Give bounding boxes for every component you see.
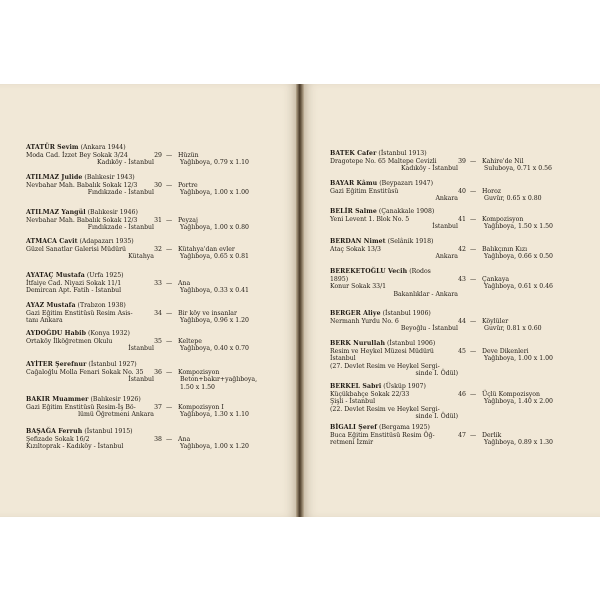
entry-heading — [330, 268, 458, 276]
dash-separator: — — [470, 157, 477, 165]
artist-address-line: Ankara — [435, 195, 458, 203]
artist-address-line: Ankara — [435, 253, 458, 261]
artwork-title: Peyzaj — [178, 216, 198, 224]
artist-address-line: Yeni Levent 1. Blok No. 5 — [330, 215, 410, 223]
artwork-medium: Yağlıboya, 0.66 x 0.50 — [484, 253, 553, 261]
artist-birth: (Rodos — [409, 268, 431, 275]
dash-separator: — — [470, 390, 477, 398]
artwork-title: Kahire'de Nil — [482, 157, 524, 165]
catalog-entry — [330, 180, 458, 203]
artist-address-line: Fındıkzade - İstanbul — [87, 224, 154, 232]
artist-address-line: İstanbul — [128, 376, 154, 384]
artwork-medium: Yağlıboya, 1.00 x 1.00 — [484, 355, 553, 363]
artist-birth: (İstanbul 1913) — [378, 150, 427, 157]
artist-address-line: Cağaloğlu Molla Fenari Sokak No. 35 — [26, 368, 144, 376]
entry-heading — [330, 150, 458, 158]
catalog-entry — [26, 302, 154, 325]
catalog-entry — [26, 174, 154, 197]
catalog-number: 30 — [154, 181, 162, 189]
artist-address-line: (27. Devlet Resim ve Heykel Sergi- — [330, 362, 440, 370]
catalog-number: 34 — [154, 309, 162, 317]
artist-name: BAYAR Kâmu — [330, 180, 378, 187]
artwork-title: Balıkçının Kızı — [482, 245, 528, 253]
dash-separator: — — [166, 151, 173, 159]
artist-address-line: sinde I. Ödül) — [415, 413, 458, 421]
artist-birth: (Konya 1932) — [88, 330, 130, 337]
artwork-medium: Yağlıboya, 1.40 x 2.00 — [484, 398, 553, 406]
artist-address-line: Gazi Eğitim Enstitüsü Resim-İş Bö- — [26, 403, 136, 411]
catalog-entry — [330, 150, 458, 173]
artwork-medium: Yağlıboya, 0.65 x 0.81 — [180, 253, 249, 261]
artist-address-line: Kütahya — [128, 253, 154, 261]
artist-name: BATEK Cafer — [330, 150, 377, 157]
artist-birth: (Selânik 1918) — [387, 238, 434, 245]
artist-birth: (Adapazarı 1935) — [79, 238, 134, 245]
artist-name: BELİR Salme — [330, 208, 377, 215]
artist-name: ATMACA Cavit — [26, 238, 78, 245]
catalog-number: 43 — [458, 275, 466, 283]
artwork-medium: Yağlıboya, 1.30 x 1.10 — [180, 411, 249, 419]
artist-address-line: İstanbul — [432, 223, 458, 231]
catalog-number: 46 — [458, 390, 466, 398]
artwork-medium: Yağlıboya, 1.00 x 0.80 — [180, 224, 249, 232]
artwork-title: Deve Dikenleri — [482, 347, 529, 355]
catalog-number: 41 — [458, 215, 466, 223]
artist-birth: (Trabzon 1938) — [77, 302, 126, 309]
artist-name: AYATAÇ Mustafa — [26, 272, 85, 279]
artist-address-line: Nevbahar Mah. Babalık Sokak 12/3 — [26, 216, 138, 224]
dash-separator: — — [470, 187, 477, 195]
artwork-medium: Guvür, 0.81 x 0.60 — [484, 325, 542, 333]
catalog-number: 31 — [154, 216, 162, 224]
artist-birth: (Üsküp 1907) — [383, 383, 426, 390]
artist-name: BAKIR Muammer — [26, 396, 89, 403]
book-gutter — [296, 84, 304, 517]
dash-separator: — — [470, 347, 477, 355]
entry-heading — [26, 361, 154, 369]
artist-address-line: (22. Devlet Resim ve Heykel Sergi- — [330, 405, 440, 413]
artist-address-line: Nermanh Yurdu No. 6 — [330, 317, 399, 325]
artist-address-line: Gazi Eğitim Enstitüsü — [330, 187, 399, 195]
entry-heading — [330, 208, 458, 216]
dash-separator: — — [470, 317, 477, 325]
catalog-entry — [26, 144, 154, 167]
dash-separator: — — [470, 245, 477, 253]
artist-address-line: Demircan Apt. Fatih - İstanbul — [26, 287, 122, 295]
artist-address-line: retmeni İzmir — [330, 439, 374, 447]
dash-separator: — — [166, 435, 173, 443]
artist-address-line: Nevbahar Mah. Babalık Sokak 12/3 — [26, 181, 138, 189]
catalog-entry — [330, 383, 458, 421]
catalog-entry — [330, 424, 458, 447]
catalog-entry — [330, 268, 458, 298]
entry-heading — [26, 330, 154, 338]
artist-birth: (Urfa 1925) — [86, 272, 124, 279]
artist-address-line: Fındıkzade - İstanbul — [87, 189, 154, 197]
catalog-number: 36 — [154, 368, 162, 376]
catalog-entry — [26, 361, 154, 384]
artist-address-line: İstanbul — [128, 345, 154, 353]
dash-separator: — — [166, 216, 173, 224]
catalog-entry — [26, 428, 154, 451]
artist-address-line: Ataç Sokak 13/3 — [330, 245, 381, 253]
artwork-title: Kompozisyon — [482, 215, 524, 223]
dash-separator: — — [166, 403, 173, 411]
artwork-title: Portre — [178, 181, 198, 189]
artist-name: ATILMAZ Yangül — [26, 209, 86, 216]
artist-birth: (Balıkesir 1943) — [84, 174, 135, 181]
artist-birth: (Çanakkale 1908) — [378, 208, 435, 215]
dash-separator: — — [166, 337, 173, 345]
catalog-number: 44 — [458, 317, 466, 325]
artist-birth: (İstanbul 1906) — [387, 340, 436, 347]
dash-separator: — — [166, 181, 173, 189]
entry-heading — [330, 310, 458, 318]
artist-address-line: Ortaköy İlköğretmen Okulu — [26, 337, 113, 345]
artist-name: BERKEL Sabri — [330, 383, 382, 390]
artist-address-line: Güzel Sanatlar Galerisi Müdürü — [26, 245, 127, 253]
artist-birth: (Bergama 1925) — [379, 424, 430, 431]
artist-name: BERDAN Nimet — [330, 238, 386, 245]
artist-birth: (İstanbul 1927) — [88, 361, 137, 368]
artwork-medium: Yağlıboya, 0.96 x 1.20 — [180, 317, 249, 325]
artwork-medium: Yağlıboya, 1.50 x 1.50 — [484, 223, 553, 231]
artwork-medium: Yağlıboya, 1.00 x 1.00 — [180, 189, 249, 197]
catalog-number: 29 — [154, 151, 162, 159]
artist-name: BİGALI Şeref — [330, 424, 378, 431]
artwork-medium: Beton+bakır+yağlıboya, — [180, 376, 258, 384]
dash-separator: — — [166, 279, 173, 287]
catalog-number: 38 — [154, 435, 162, 443]
dash-separator: — — [166, 245, 173, 253]
entry-heading — [26, 302, 154, 310]
artwork-medium: Guvür, 0.65 x 0.80 — [484, 195, 542, 203]
artwork-title: Hüzün — [178, 151, 199, 159]
artist-name: AYAZ Mustafa — [26, 302, 76, 309]
catalog-entry — [330, 310, 458, 333]
artwork-title: Horoz — [482, 187, 502, 195]
artwork-title: Çankaya — [482, 275, 510, 283]
artist-address-line: Konur Sokak 33/1 — [330, 283, 387, 291]
dash-separator: — — [470, 431, 477, 439]
artist-address-line: sinde I. Ödül) — [415, 370, 458, 378]
artist-address-line: Küçükbahçe Sokak 22/33 — [330, 390, 410, 398]
catalog-number: 47 — [458, 431, 466, 439]
entry-heading — [330, 340, 458, 348]
artwork-title: Bir köy ve insanlar — [178, 309, 237, 317]
artist-address-line: Moda Cad. İzzet Bey Sokak 3/24 — [26, 151, 128, 159]
entry-heading — [330, 180, 458, 188]
artist-name: BERK Nurullah — [330, 340, 386, 347]
artwork-medium: Yağlıboya, 0.33 x 0.41 — [180, 287, 249, 295]
dash-separator: — — [166, 309, 173, 317]
artist-address-line: Buca Eğitim Enstitüsü Resim Öğ- — [330, 431, 435, 439]
artwork-medium: Yağlıboya, 0.40 x 0.70 — [180, 345, 249, 353]
artist-address-line: Kadıköy - İstanbul — [97, 159, 154, 167]
catalog-number: 35 — [154, 337, 162, 345]
artwork-medium: Yağlıboya, 1.00 x 1.20 — [180, 443, 249, 451]
entry-heading — [330, 383, 458, 391]
entry-heading — [26, 238, 154, 246]
catalog-entry — [330, 208, 458, 231]
artist-address-line: 1895) — [330, 275, 349, 283]
artist-name: AYDOĞDU Habib — [26, 330, 87, 337]
artwork-title: Keltepe — [178, 337, 202, 345]
artist-address-line: Gazi Eğitim Enstitüsü Resim Asis- — [26, 309, 133, 317]
artist-birth: (İstanbul 1915) — [84, 428, 133, 435]
artist-birth: (İstanbul 1906) — [382, 310, 431, 317]
artist-birth: (Beypazarı 1947) — [379, 180, 434, 187]
entry-heading — [330, 238, 458, 246]
entry-heading — [26, 428, 154, 436]
artist-address-line: Resim ve Heykel Müzesi Müdürü — [330, 347, 434, 355]
dash-separator: — — [470, 215, 477, 223]
artist-birth: (Balıkesir 1946) — [87, 209, 138, 216]
artist-address-line: Kadıköy - İstanbul — [401, 165, 458, 173]
artist-address-line: Şişli - İstanbul — [330, 398, 376, 406]
catalog-entry — [330, 340, 458, 378]
catalog-number: 42 — [458, 245, 466, 253]
artwork-medium: Yağlıboya, 0.61 x 0.46 — [484, 283, 553, 291]
entry-heading — [26, 396, 154, 404]
artwork-medium: Suluboya, 0.71 x 0.56 — [484, 165, 552, 173]
artist-name: BAŞAĞA Ferruh — [26, 428, 83, 435]
artwork-title: Kompozisyon — [178, 368, 220, 376]
artist-address-line: Şefizade Sokak 16/2 — [26, 435, 90, 443]
catalog-entry — [26, 272, 154, 295]
catalog-entry — [26, 330, 154, 353]
artwork-title: Kompozisyon I — [178, 403, 224, 411]
artist-birth: (Ankara 1944) — [80, 144, 126, 151]
artist-address-line: İtfaiye Cad. Niyazi Sokak 11/1 — [26, 279, 122, 287]
artist-address-line: tanı Ankara — [26, 317, 63, 325]
right-page — [302, 84, 600, 517]
catalog-number: 37 — [154, 403, 162, 411]
artist-address-line: Bakanlıklar - Ankara — [393, 290, 458, 298]
artwork-title: Kütahya'dan evler — [178, 245, 235, 253]
artwork-title: Ana — [178, 279, 191, 287]
entry-heading — [330, 424, 458, 432]
artist-name: ATATÜR Sevim — [26, 144, 79, 151]
entry-heading — [26, 144, 154, 152]
artwork-medium: 1.50 x 1.50 — [180, 383, 215, 391]
catalog-entry — [26, 209, 154, 232]
artwork-title: Üçlü Kompozisyon — [482, 390, 540, 398]
artist-address-line: Kızıltoprak - Kadıköy - İstanbul — [26, 443, 124, 451]
artwork-medium: Yağlıboya, 0.89 x 1.30 — [484, 439, 553, 447]
catalog-number: 40 — [458, 187, 466, 195]
catalog-number: 39 — [458, 157, 466, 165]
artist-name: BEREKETOĞLU Vecih — [330, 268, 408, 275]
artwork-title: Köylüler — [482, 317, 509, 325]
catalog-entry — [26, 238, 154, 261]
artwork-medium: Yağlıboya, 0.79 x 1.10 — [180, 159, 249, 167]
dash-separator: — — [166, 368, 173, 376]
artwork-title: Ana — [178, 435, 191, 443]
entry-heading — [26, 209, 154, 217]
artwork-title: Derlik — [482, 431, 502, 439]
artist-name: ATILMAZ Julide — [26, 174, 83, 181]
artist-name: AYİTER Şerefnur — [26, 361, 87, 368]
catalog-number: 33 — [154, 279, 162, 287]
artist-address-line: İstanbul — [330, 355, 356, 363]
catalog-number: 32 — [154, 245, 162, 253]
artist-address-line: Beyoğlu - İstanbul — [400, 325, 458, 333]
artist-birth: (Balıkesir 1926) — [90, 396, 141, 403]
catalog-entry — [26, 396, 154, 419]
entry-heading — [26, 272, 154, 280]
artist-name: BERGER Aliye — [330, 310, 381, 317]
artist-address-line: lümü Öğretmeni Ankara — [78, 411, 154, 419]
entry-heading — [26, 174, 154, 182]
artist-address-line: Dragotepe No. 65 Maltepe Cevizli — [330, 157, 437, 165]
dash-separator: — — [470, 275, 477, 283]
catalog-entry — [330, 238, 458, 261]
catalog-number: 45 — [458, 347, 466, 355]
